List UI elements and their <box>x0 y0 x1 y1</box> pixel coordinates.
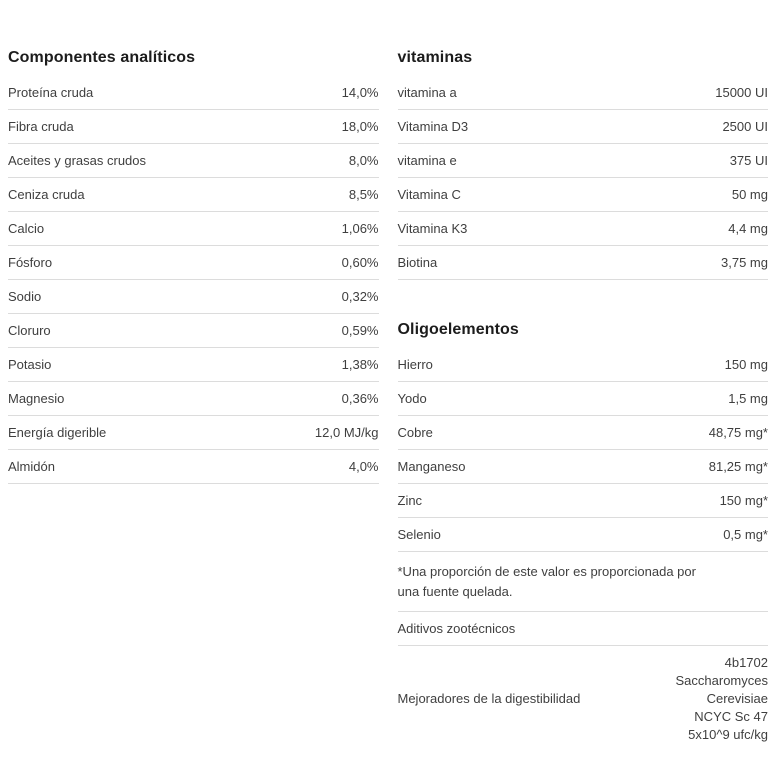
row-value: 8,0% <box>348 153 379 168</box>
digestibility-enhancers-value <box>668 654 768 744</box>
table-row <box>398 246 769 280</box>
row-label: Sodio <box>8 289 42 304</box>
row-label: Almidón <box>8 459 55 474</box>
table-row <box>8 246 379 280</box>
right-column <box>398 50 769 752</box>
trace-elements-table <box>398 348 769 552</box>
row-value: 8,5% <box>348 187 379 202</box>
table-row <box>8 348 379 382</box>
digestibility-enhancers-row <box>398 646 769 752</box>
row-value: 18,0% <box>341 119 379 134</box>
table-row <box>398 416 769 450</box>
section-title-vitamins: vitaminas <box>397 49 473 66</box>
row-value: 81,25 mg* <box>708 459 768 474</box>
row-value: 0,5 mg* <box>723 527 768 542</box>
row-label: Cobre <box>397 425 433 440</box>
analytical-components-table <box>8 76 379 484</box>
row-label: Vitamina C <box>397 187 461 202</box>
row-label: Biotina <box>397 255 438 270</box>
table-row <box>398 518 769 552</box>
row-label: Selenio <box>397 527 441 542</box>
row-value: 1,06% <box>341 221 379 236</box>
row-value: 14,0% <box>341 85 379 100</box>
row-value: 1,38% <box>341 357 379 372</box>
table-row <box>398 348 769 382</box>
row-label: Calcio <box>8 221 45 236</box>
table-row <box>398 110 769 144</box>
chelated-source-note <box>398 552 769 612</box>
row-value: 48,75 mg* <box>708 425 768 440</box>
row-value: 150 mg <box>724 357 768 372</box>
row-value: 0,60% <box>341 255 379 270</box>
value-line: NCYC Sc 47 <box>694 709 768 724</box>
table-row <box>8 178 379 212</box>
value-line: 4b1702 <box>724 655 768 670</box>
row-label: Proteína cruda <box>8 85 94 100</box>
section-title-trace-elements: Oligoelementos <box>397 321 519 338</box>
table-row <box>8 212 379 246</box>
row-label: Fósforo <box>8 255 53 270</box>
table-row <box>8 416 379 450</box>
row-label: Zinc <box>397 493 423 508</box>
table-row <box>8 450 379 484</box>
table-row <box>398 178 769 212</box>
table-row <box>398 212 769 246</box>
row-label: Magnesio <box>8 391 65 406</box>
row-value: 150 mg* <box>719 493 768 508</box>
zootechnical-additives-row <box>398 612 769 646</box>
row-value: 15000 UI <box>715 85 768 100</box>
table-row <box>398 382 769 416</box>
row-value: 12,0 MJ/kg <box>314 425 379 440</box>
row-label: Aceites y grasas crudos <box>8 153 147 168</box>
row-label: vitamina a <box>397 85 457 100</box>
row-label: Ceniza cruda <box>8 187 85 202</box>
row-value: 4,4 mg <box>728 221 768 236</box>
table-row <box>8 144 379 178</box>
row-label: vitamina e <box>397 153 457 168</box>
left-column <box>8 50 379 752</box>
row-label: Energía digerible <box>8 425 107 440</box>
note-line-1: *Una proporción de este valor es proporcionada por <box>397 564 696 579</box>
row-label: Fibra cruda <box>8 119 74 134</box>
table-row <box>398 450 769 484</box>
row-value: 1,5 mg <box>728 391 768 406</box>
row-label: Cloruro <box>8 323 51 338</box>
row-value: 0,59% <box>341 323 379 338</box>
value-line: 5x10^9 ufc/kg <box>688 727 768 742</box>
note-line-2: una fuente quelada. <box>397 584 513 599</box>
row-label: Hierro <box>397 357 433 372</box>
value-line: Saccharomyces <box>675 673 768 688</box>
row-label: Vitamina D3 <box>397 119 469 134</box>
zootechnical-additives-label: Aditivos zootécnicos <box>397 621 516 636</box>
table-row <box>398 144 769 178</box>
row-label: Yodo <box>397 391 427 406</box>
table-row <box>398 76 769 110</box>
row-value: 375 UI <box>729 153 768 168</box>
vitamins-table <box>398 76 769 280</box>
row-value: 0,32% <box>341 289 379 304</box>
row-label: Vitamina K3 <box>397 221 468 236</box>
row-value: 4,0% <box>348 459 379 474</box>
row-value: 0,36% <box>341 391 379 406</box>
row-value: 2500 UI <box>722 119 768 134</box>
table-row <box>8 280 379 314</box>
digestibility-enhancers-label: Mejoradores de la digestibilidad <box>397 691 581 706</box>
row-label: Manganeso <box>397 459 466 474</box>
section-title-analytical-components: Componentes analíticos <box>8 49 196 66</box>
table-row <box>8 382 379 416</box>
table-row <box>398 484 769 518</box>
table-row <box>8 314 379 348</box>
value-line: Cerevisiae <box>706 691 768 706</box>
row-value: 50 mg <box>731 187 768 202</box>
table-row <box>8 110 379 144</box>
row-value: 3,75 mg <box>721 255 768 270</box>
table-row <box>8 76 379 110</box>
row-label: Potasio <box>8 357 52 372</box>
